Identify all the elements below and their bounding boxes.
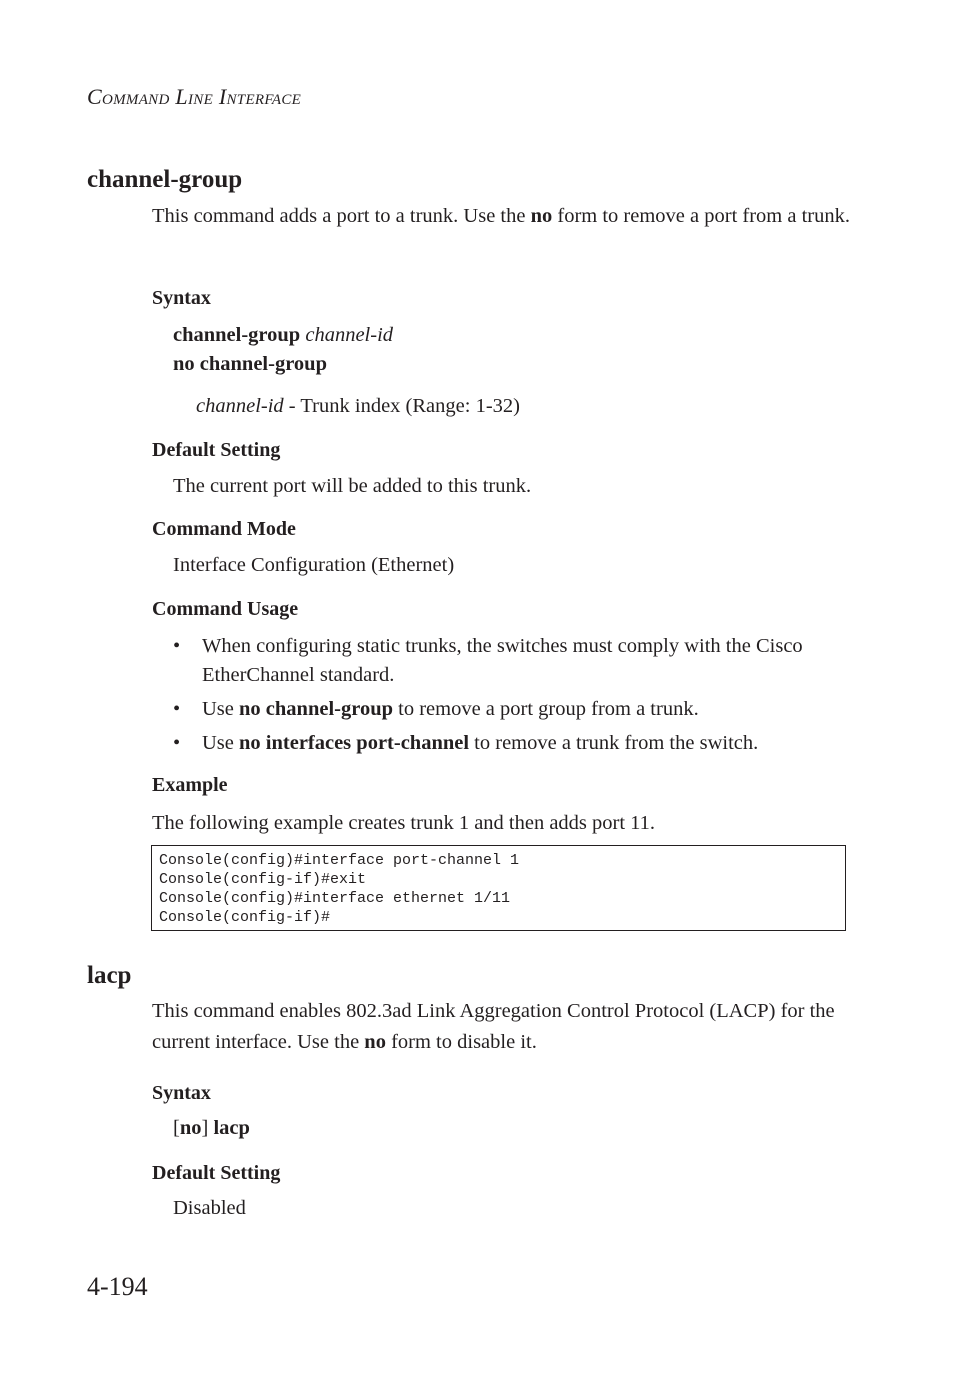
running-header-text: I xyxy=(218,84,227,109)
page-number: 4-194 xyxy=(87,1272,148,1301)
section-title-channel-group: channel-group xyxy=(87,166,243,193)
code-line: Console(config)#interface ethernet 1/11 xyxy=(159,890,511,907)
channel-group-description xyxy=(152,201,852,232)
syntax-command: lacp xyxy=(213,1117,250,1139)
default-setting-heading: Default Setting xyxy=(152,439,281,461)
running-header-text: NTERFACE xyxy=(226,92,302,108)
parameter-description xyxy=(196,395,520,418)
list-item-text: to remove a trunk from the switch. xyxy=(469,732,759,754)
description-text: This command enables 802.3ad Link Aggregation Control Protocol (LACP) for the current interface. Use the xyxy=(152,1000,835,1053)
description-text: This command adds a port to a trunk. Use the xyxy=(152,205,531,227)
list-item-text: Use xyxy=(202,732,240,754)
list-item xyxy=(173,632,863,690)
syntax-line xyxy=(173,350,393,379)
command-mode-heading: Command Mode xyxy=(152,518,296,540)
bullet-icon: • xyxy=(173,698,181,720)
lacp-description xyxy=(152,996,852,1058)
code-example xyxy=(151,845,846,931)
description-keyword: no xyxy=(530,205,553,227)
running-header-text: L xyxy=(175,84,188,109)
default-setting-text: The current port will be added to this trunk. xyxy=(173,475,532,497)
syntax-heading: Syntax xyxy=(152,287,211,309)
running-header xyxy=(87,84,301,110)
syntax-no-command: no channel-group xyxy=(173,353,327,375)
default-setting-text: Disabled xyxy=(173,1197,246,1219)
description-text: form to remove a port from a trunk. xyxy=(552,205,850,227)
list-item-text: Use xyxy=(202,698,240,720)
syntax-command: channel-group xyxy=(173,324,301,346)
default-setting-heading: Default Setting xyxy=(152,1162,281,1184)
syntax-heading: Syntax xyxy=(152,1082,211,1104)
command-usage-heading: Command Usage xyxy=(152,598,299,620)
list-item-text: to remove a port group from a trunk. xyxy=(393,698,699,720)
list-item-keyword: no interfaces port-channel xyxy=(239,732,470,754)
code-line: Console(config)#interface port-channel 1 xyxy=(159,852,520,869)
example-heading: Example xyxy=(152,774,228,796)
syntax-block xyxy=(173,321,393,379)
command-usage-list xyxy=(173,632,863,763)
bullet-icon: • xyxy=(173,635,181,657)
running-header-text: OMMAND xyxy=(101,92,170,108)
syntax-no-keyword: no xyxy=(179,1117,202,1139)
syntax-line xyxy=(173,1117,250,1140)
code-line: Console(config-if)# xyxy=(159,909,331,926)
syntax-argument: channel-id xyxy=(305,324,394,346)
bullet-icon: • xyxy=(173,732,181,754)
list-item xyxy=(173,695,863,724)
list-item-text: When configuring static trunks, the switches must comply with the Cisco EtherChannel standard. xyxy=(202,635,803,686)
command-mode-text: Interface Configuration (Ethernet) xyxy=(173,554,455,576)
example-description: The following example creates trunk 1 and then adds port 11. xyxy=(152,812,656,834)
syntax-bracket: [ xyxy=(173,1117,180,1139)
description-text: form to disable it. xyxy=(385,1031,537,1053)
running-header-text: INE xyxy=(187,92,214,108)
parameter-text: - Trunk index (Range: 1-32) xyxy=(283,395,520,417)
syntax-line xyxy=(173,321,393,350)
list-item xyxy=(173,729,863,758)
description-keyword: no xyxy=(364,1031,386,1053)
code-line: Console(config-if)#exit xyxy=(159,871,367,888)
syntax-bracket: ] xyxy=(201,1117,214,1139)
parameter-name: channel-id xyxy=(196,395,284,417)
section-title-lacp: lacp xyxy=(87,962,132,989)
list-item-keyword: no channel-group xyxy=(239,698,393,720)
running-header-text: C xyxy=(87,84,102,109)
